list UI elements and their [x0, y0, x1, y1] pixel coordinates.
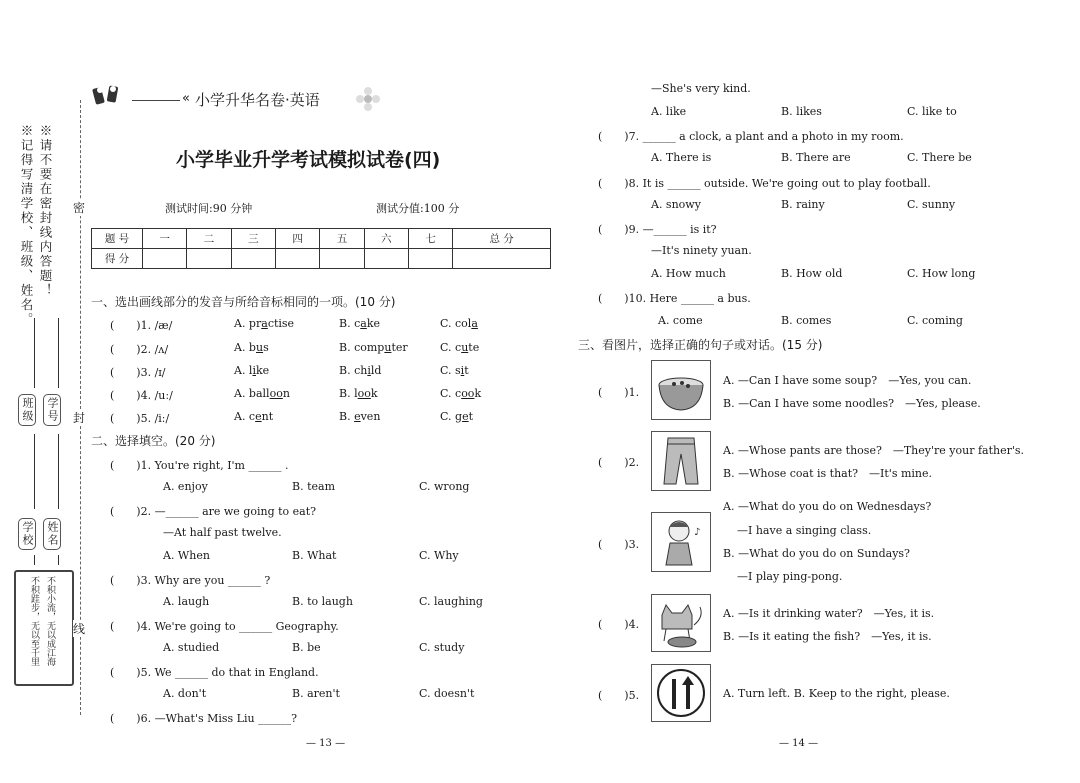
option-a[interactable]: A. like	[651, 105, 687, 118]
score-cell[interactable]	[364, 249, 408, 269]
option-a[interactable]: A. laugh	[163, 595, 210, 608]
question-number: ( )3. /ɪ/	[110, 366, 166, 379]
option-text: te	[468, 341, 480, 354]
underlined-letters: e	[462, 410, 469, 423]
option-b[interactable]: B. What	[292, 549, 337, 562]
score-table-header-row	[92, 229, 551, 249]
option-b[interactable]: B. How old	[781, 267, 843, 280]
option-b[interactable]	[339, 410, 380, 423]
option-b[interactable]	[339, 364, 381, 377]
question-number: ( )5.	[598, 689, 640, 702]
option-c[interactable]: C. How long	[907, 267, 976, 280]
keep-right-sign-icon	[652, 665, 710, 721]
table-cell: 四	[275, 229, 319, 249]
field-line	[34, 318, 35, 388]
series-title: 小学升华名卷·英语	[195, 91, 320, 109]
question-text: ( )5. We ______ do that in England.	[110, 666, 319, 679]
underlined-letters: i	[367, 364, 371, 377]
option-text: C. s	[440, 364, 461, 377]
underlined-letters: oo	[357, 387, 371, 400]
option-b[interactable]: B. comes	[781, 314, 832, 327]
option-a[interactable]	[234, 317, 294, 330]
question-text: —At half past twelve.	[163, 526, 282, 539]
pants-icon	[652, 432, 710, 490]
option-text: ctise	[267, 317, 295, 330]
question-number: ( )2.	[598, 456, 640, 469]
section-1-title: 一、选出画线部分的发音与所给音标相同的一项。(10 分)	[91, 295, 396, 309]
series-mark-icon: «	[182, 91, 190, 106]
option-c[interactable]: C. laughing	[419, 595, 483, 608]
underlined-letters: u	[384, 341, 392, 354]
page-number-right: — 14 —	[779, 738, 819, 749]
option-text: t	[464, 364, 469, 377]
motto-line-1: 不积小流，无以成江海	[45, 576, 55, 666]
option-a-reply: —I have a singing class.	[737, 524, 872, 537]
picture-cat-eating-fish	[651, 594, 711, 652]
score-cell[interactable]	[275, 249, 319, 269]
score-table-score-row	[92, 249, 551, 269]
underlined-letters: oo	[461, 387, 475, 400]
seal-mark-xian: 线	[73, 622, 86, 636]
underlined-letters: e	[354, 410, 361, 423]
option-text: t	[468, 410, 473, 423]
option-a[interactable]	[234, 410, 273, 423]
picture-keep-right-sign	[651, 664, 711, 722]
option-text: k	[370, 387, 378, 400]
option-a[interactable]	[234, 364, 269, 377]
score-cell[interactable]	[320, 249, 364, 269]
option-text: ke	[366, 317, 380, 330]
option-text: B. comp	[339, 341, 385, 354]
table-cell: 六	[364, 229, 408, 249]
option-b[interactable]: B. likes	[781, 105, 822, 118]
option-b[interactable]: B. team	[292, 480, 335, 493]
field-line	[58, 434, 59, 509]
test-score: 测试分值:100 分	[376, 202, 460, 215]
option-text: n	[282, 387, 290, 400]
option-b[interactable]: B. —Is it eating the fish? —Yes, it is.	[723, 630, 932, 643]
score-cell[interactable]	[408, 249, 452, 269]
field-line	[58, 555, 59, 565]
score-cell[interactable]	[231, 249, 275, 269]
option-a[interactable]: A. come	[658, 314, 703, 327]
option-a[interactable]: A. studied	[163, 641, 220, 654]
option-text: A. l	[234, 364, 253, 377]
option-a[interactable]: A. —Is it drinking water? —Yes, it is.	[723, 607, 935, 620]
flower-icon	[352, 86, 384, 112]
option-text: C. g	[440, 410, 463, 423]
score-cell[interactable]	[187, 249, 231, 269]
question-text: ( )2. —______ are we going to eat?	[110, 505, 317, 518]
option-c[interactable]	[440, 317, 478, 330]
option-text: nt	[261, 410, 274, 423]
option-c[interactable]: C. wrong	[419, 480, 470, 493]
motto-line-2: 不积跬步，无以至千里	[29, 576, 39, 666]
page-title: 小学毕业升学考试模拟试卷(四)	[176, 149, 441, 171]
table-cell: 一	[143, 229, 187, 249]
question-text: ( )4. We're going to ______ Geography.	[110, 620, 339, 633]
option-b[interactable]: B. —Can I have some noodles? —Yes, please.	[723, 397, 981, 410]
picture-bowl-of-soup	[651, 360, 711, 420]
option-a[interactable]: A. How much	[651, 267, 726, 280]
underlined-letters: a	[261, 317, 268, 330]
test-time: 测试时间:90 分钟	[165, 202, 253, 215]
option-text: s	[263, 341, 269, 354]
question-text: —It's ninety yuan.	[651, 244, 752, 257]
option-b[interactable]: B. —What do you do on Sundays?	[723, 547, 910, 560]
underlined-letters: a	[471, 317, 478, 330]
option-text: C. col	[440, 317, 472, 330]
option-c[interactable]: C. doesn't	[419, 687, 475, 700]
picture-pants	[651, 431, 711, 491]
score-cell[interactable]	[143, 249, 187, 269]
option-text: B. c	[339, 317, 361, 330]
underlined-letters: oo	[269, 387, 283, 400]
option-a[interactable]: A. snowy	[651, 198, 701, 211]
option-a[interactable]	[234, 341, 269, 354]
option-c[interactable]: C. There be	[907, 151, 972, 164]
option-text: ter	[391, 341, 408, 354]
option-c[interactable]	[440, 364, 469, 377]
option-a[interactable]: A. don't	[163, 687, 207, 700]
school-label: 学校	[18, 518, 36, 550]
page-number-left: — 13 —	[306, 738, 346, 749]
question-number: ( )1. /æ/	[110, 319, 173, 332]
option-text: B. ch	[339, 364, 368, 377]
option-b[interactable]	[339, 341, 408, 354]
option-c[interactable]: C. study	[419, 641, 465, 654]
question-number: ( )4. /uː/	[110, 389, 173, 402]
cat-icon	[652, 595, 710, 651]
seal-mark-mi: 密	[73, 201, 86, 215]
question-text: ( )10. Here ______ a bus.	[598, 292, 751, 305]
option-text: C. c	[440, 387, 462, 400]
option-text: ld	[370, 364, 382, 377]
question-number: ( )2. /ʌ/	[110, 343, 169, 356]
section-3-title: 三、看图片，选择正确的句子或对话。(15 分)	[578, 338, 823, 352]
question-text: ( )7. ______ a clock, a plant and a photo in my room.	[598, 130, 904, 143]
option-b[interactable]: B. rainy	[781, 198, 825, 211]
option-b[interactable]: B. —Whose coat is that? —It's mine.	[723, 467, 933, 480]
option-text[interactable]: A. Turn left. B. Keep to the right, please.	[723, 687, 950, 700]
score-table	[91, 228, 551, 269]
picture-girl-singing	[651, 512, 711, 572]
question-text: ( )9. —______ is it?	[598, 223, 717, 236]
option-text: A. c	[234, 410, 256, 423]
option-b[interactable]: B. aren't	[292, 687, 340, 700]
option-text: k	[474, 387, 482, 400]
underlined-letters: u	[461, 341, 469, 354]
option-c[interactable]	[440, 341, 479, 354]
option-a[interactable]: A. enjoy	[163, 480, 208, 493]
question-text: ( )3. Why are you ______ ?	[110, 574, 271, 587]
option-text: ke	[256, 364, 270, 377]
table-cell: 得 分	[92, 249, 143, 269]
option-b[interactable]: B. There are	[781, 151, 851, 164]
name-label: 姓名	[43, 518, 61, 550]
table-cell: 五	[320, 229, 364, 249]
option-text: A. pr	[234, 317, 262, 330]
option-c[interactable]: C. sunny	[907, 198, 956, 211]
option-text: A. ball	[234, 387, 270, 400]
underlined-letters: u	[255, 341, 264, 354]
option-b[interactable]: B. be	[292, 641, 321, 654]
field-line	[34, 555, 35, 565]
table-cell: 七	[408, 229, 452, 249]
option-a[interactable]: A. —Can I have some soup? —Yes, you can.	[723, 374, 972, 387]
option-c[interactable]: C. Why	[419, 549, 459, 562]
option-a[interactable]: A. —What do you do on Wednesdays?	[723, 500, 932, 513]
field-line	[34, 434, 35, 509]
option-c[interactable]: C. like to	[907, 105, 957, 118]
sidebar-notice-2: ※记得写清学校、班级、姓名。	[19, 124, 34, 327]
table-cell: 三	[231, 229, 275, 249]
option-c[interactable]: C. coming	[907, 314, 963, 327]
option-text: A. b	[234, 341, 256, 354]
option-a[interactable]	[234, 387, 290, 400]
option-b[interactable]	[339, 317, 380, 330]
option-a[interactable]: A. There is	[651, 151, 712, 164]
girl-singing-icon	[652, 513, 710, 571]
option-text: B.	[339, 410, 355, 423]
class-label: 班级	[18, 394, 36, 426]
bowl-icon	[652, 361, 710, 419]
question-text: ( )6. —What's Miss Liu ______?	[110, 712, 297, 725]
option-b[interactable]: B. to laugh	[292, 595, 353, 608]
question-number: ( )5. /iː/	[110, 412, 170, 425]
header-rule	[132, 100, 180, 101]
pencils-logo-icon	[90, 82, 130, 110]
option-a[interactable]: A. When	[163, 549, 210, 562]
option-c[interactable]	[440, 387, 481, 400]
underlined-letters: i	[460, 364, 465, 377]
table-cell: 二	[187, 229, 231, 249]
table-cell: 题 号	[92, 229, 143, 249]
underlined-letters: i	[252, 364, 256, 377]
sidebar-notice-1: ※请不要在密封线内答题！	[38, 124, 53, 298]
question-number: ( )1.	[598, 386, 640, 399]
question-number: ( )3.	[598, 538, 640, 551]
student-number-label: 学号	[43, 394, 61, 426]
seal-mark-feng: 封	[73, 411, 86, 425]
section-2-title: 二、选择填空。(20 分)	[91, 434, 216, 448]
underlined-letters: e	[255, 410, 262, 423]
underlined-letters: a	[360, 317, 367, 330]
field-line	[58, 318, 59, 388]
table-cell: 总 分	[453, 229, 551, 249]
option-text: ven	[360, 410, 381, 423]
question-number: ( )4.	[598, 618, 640, 631]
option-text: C. c	[440, 341, 462, 354]
question-text: —She's very kind.	[651, 82, 751, 95]
motto-box	[14, 570, 74, 686]
option-text: B. l	[339, 387, 358, 400]
svg-text:♪: ♪	[694, 527, 701, 538]
option-b[interactable]	[339, 387, 378, 400]
option-c[interactable]	[440, 410, 473, 423]
option-b-reply: —I play ping-pong.	[737, 570, 843, 583]
score-cell[interactable]	[453, 249, 551, 269]
question-text: ( )8. It is ______ outside. We're going out to play football.	[598, 177, 931, 190]
question-text: ( )1. You're right, I'm ______ .	[110, 459, 289, 472]
option-a[interactable]: A. —Whose pants are those? —They're your father's.	[723, 444, 1025, 457]
